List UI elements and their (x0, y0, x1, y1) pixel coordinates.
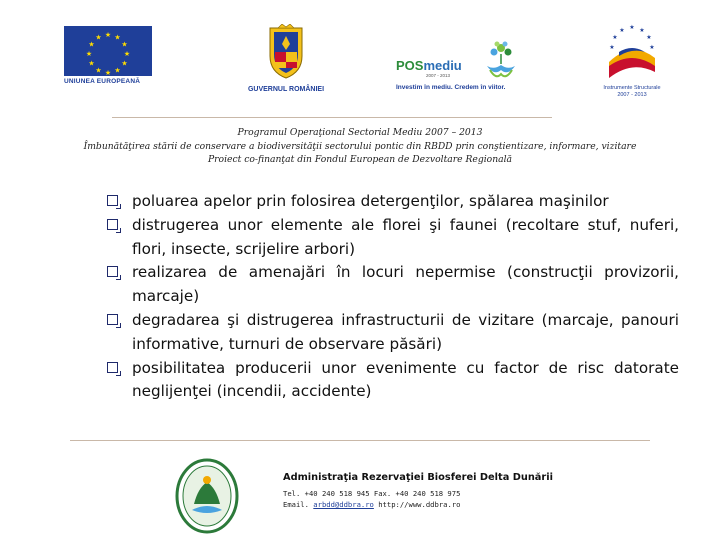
list-item (106, 309, 679, 357)
svg-text:★: ★ (85, 50, 93, 58)
pos-tagline: Investim în mediu. Credem în viitor. (396, 84, 506, 91)
svg-text:★: ★ (121, 59, 128, 68)
svg-text:★: ★ (95, 33, 102, 42)
svg-text:★: ★ (88, 40, 95, 49)
government-caption: GUVERNUL ROMÂNIEI (247, 86, 325, 93)
list-item (106, 190, 679, 214)
svg-text:★: ★ (121, 40, 128, 49)
checkbox-bullet-icon (107, 266, 118, 277)
checkbox-bullet-icon (107, 195, 118, 206)
svg-text:★: ★ (612, 34, 618, 41)
list-item (106, 357, 679, 405)
svg-text:★: ★ (88, 59, 95, 68)
sf-caption-years: 2007 - 2013 (617, 92, 647, 98)
threats-list (106, 190, 679, 404)
svg-text:★: ★ (123, 50, 131, 58)
web-address[interactable]: http://www.ddbra.ro (373, 500, 461, 509)
list-item-text: posibilitatea producerii unor evenimente cu factor de risc datorate neglijenţei (incendii, accidente) (132, 358, 679, 401)
government-logo (242, 24, 330, 92)
divider-top (112, 117, 552, 118)
coat-of-arms-icon (264, 24, 308, 80)
list-item (106, 214, 679, 262)
svg-text:★: ★ (649, 44, 655, 51)
svg-text:★: ★ (104, 69, 112, 76)
list-item (106, 261, 679, 309)
administration-title: Administraţia Rezervaţiei Biosferei Delta Dunării (283, 472, 553, 483)
arbdd-logo-icon (174, 458, 240, 534)
contact-phone-fax: Tel. +40 240 518 945 Fax. +40 240 518 975 (283, 489, 461, 498)
svg-text:★: ★ (95, 66, 102, 75)
eu-flag-icon (64, 26, 152, 76)
svg-text:★: ★ (639, 27, 645, 34)
checkbox-bullet-icon (107, 362, 118, 373)
svg-text:★: ★ (114, 33, 121, 42)
program-title: Programul Operaţional Sectorial Mediu 2007 – 2013 (237, 127, 483, 138)
checkbox-bullet-icon (107, 314, 118, 325)
svg-text:★: ★ (104, 31, 112, 39)
project-title: Îmbunătăţirea stării de conservare a biodiversităţii sectorului pontic din RBDD prin conştientizare, informare, vizitare (83, 140, 637, 152)
list-item-text: realizarea de amenajări în locuri nepermise (construcţii provizorii, marcaje) (132, 263, 679, 306)
divider-bottom (70, 440, 650, 441)
pos-brand-prefix: POS (396, 58, 424, 73)
flower-hands-icon (484, 40, 518, 80)
list-item-text: distrugerea unor elemente ale florei şi faunei (recoltare stuf, nuferi, flori, insecte, scrijelire arbori) (132, 215, 679, 258)
eu-logo (64, 26, 152, 86)
list-item-text: degradarea şi distrugerea infrastructurii de vizitare (marcaje, panouri informative, turnuri de observare păsări) (132, 310, 679, 353)
pos-years: 2007 - 2013 (426, 73, 451, 78)
email-link[interactable]: arbdd@ddbra.ro (313, 500, 374, 509)
pos-brand (396, 58, 462, 73)
structural-instruments-logo (600, 22, 664, 102)
svg-text:★: ★ (114, 66, 121, 75)
email-label: Email. (283, 500, 314, 509)
sf-caption-title: Instrumente Structurale (603, 85, 661, 91)
pos-mediu-logo (396, 38, 526, 94)
svg-text:★: ★ (609, 44, 615, 51)
checkbox-bullet-icon (107, 219, 118, 230)
contact-email-web (283, 500, 460, 509)
program-header (60, 126, 660, 167)
svg-text:★: ★ (629, 24, 635, 31)
stars-circle-icon (601, 22, 663, 80)
eu-caption: UNIUNEA EUROPEANĂ (64, 78, 141, 85)
svg-text:★: ★ (646, 34, 652, 41)
pos-brand-suffix: mediu (423, 58, 462, 73)
funding-note: Proiect co-finanţat din Fondul European de Dezvoltare Regională (207, 154, 513, 165)
svg-text:★: ★ (619, 27, 625, 34)
list-item-text: poluarea apelor prin folosirea detergenţilor, spălarea maşinilor (132, 192, 609, 210)
